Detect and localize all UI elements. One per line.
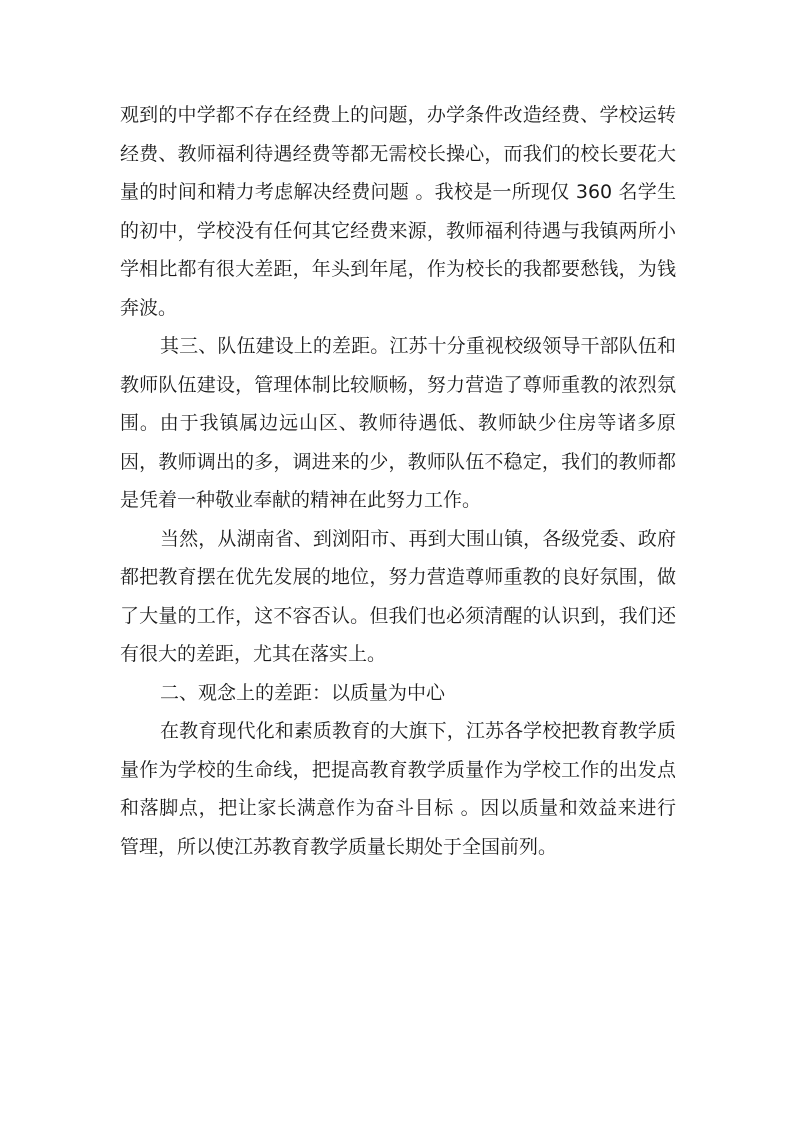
paragraph-government-efforts: 当然，从湖南省、到浏阳市、再到大围山镇，各级党委、政府都把教育摆在优先发展的地位，努力营造尊师重教的良好氛围，做了大量的工作，这不容否认。但我们也必须清醒的认识到，我们还有很大的差距，尤其在落实上。 <box>120 527 676 665</box>
paragraph-quality-center: 在教育现代化和素质教育的大旗下，江苏各学校把教育教学质量作为学校的生命线，把提高教育教学质量作为学校工作的出发点和落脚点，把让家长满意作为奋斗目标 。因以质量和效益来进行管理，所以使江苏教育教学质量长期处于全国前列。 <box>120 720 676 858</box>
paragraph-continuation: 观到的中学都不存在经费上的问题，办学条件改造经费、学校运转经费、教师福利待遇经费等都无需校长操心，而我们的校长要花大量的时间和精力考虑解决经费问题 。我校是一所现仅 360 名学生的初中，学校没有任何其它经费来源，教师福利待遇与我镇两所小学相比都有很大差距，年头到年尾，作为校长的我都要愁钱，为钱奔波。 <box>120 104 676 319</box>
section-heading-quality: 二、观念上的差距：以质量为中心 <box>160 681 446 704</box>
document-body <box>120 96 676 866</box>
paragraph-team-building: 其三、队伍建设上的差距。江苏十分重视校级领导干部队伍和教师队伍建设，管理体制比较顺畅，努力营造了尊师重教的浓烈氛围。由于我镇属边远山区、教师待遇低、教师缺少住房等诸多原因，教师调出的多，调进来的少，教师队伍不稳定，我们的教师都是凭着一种敬业奉献的精神在此努力工作。 <box>120 335 676 511</box>
